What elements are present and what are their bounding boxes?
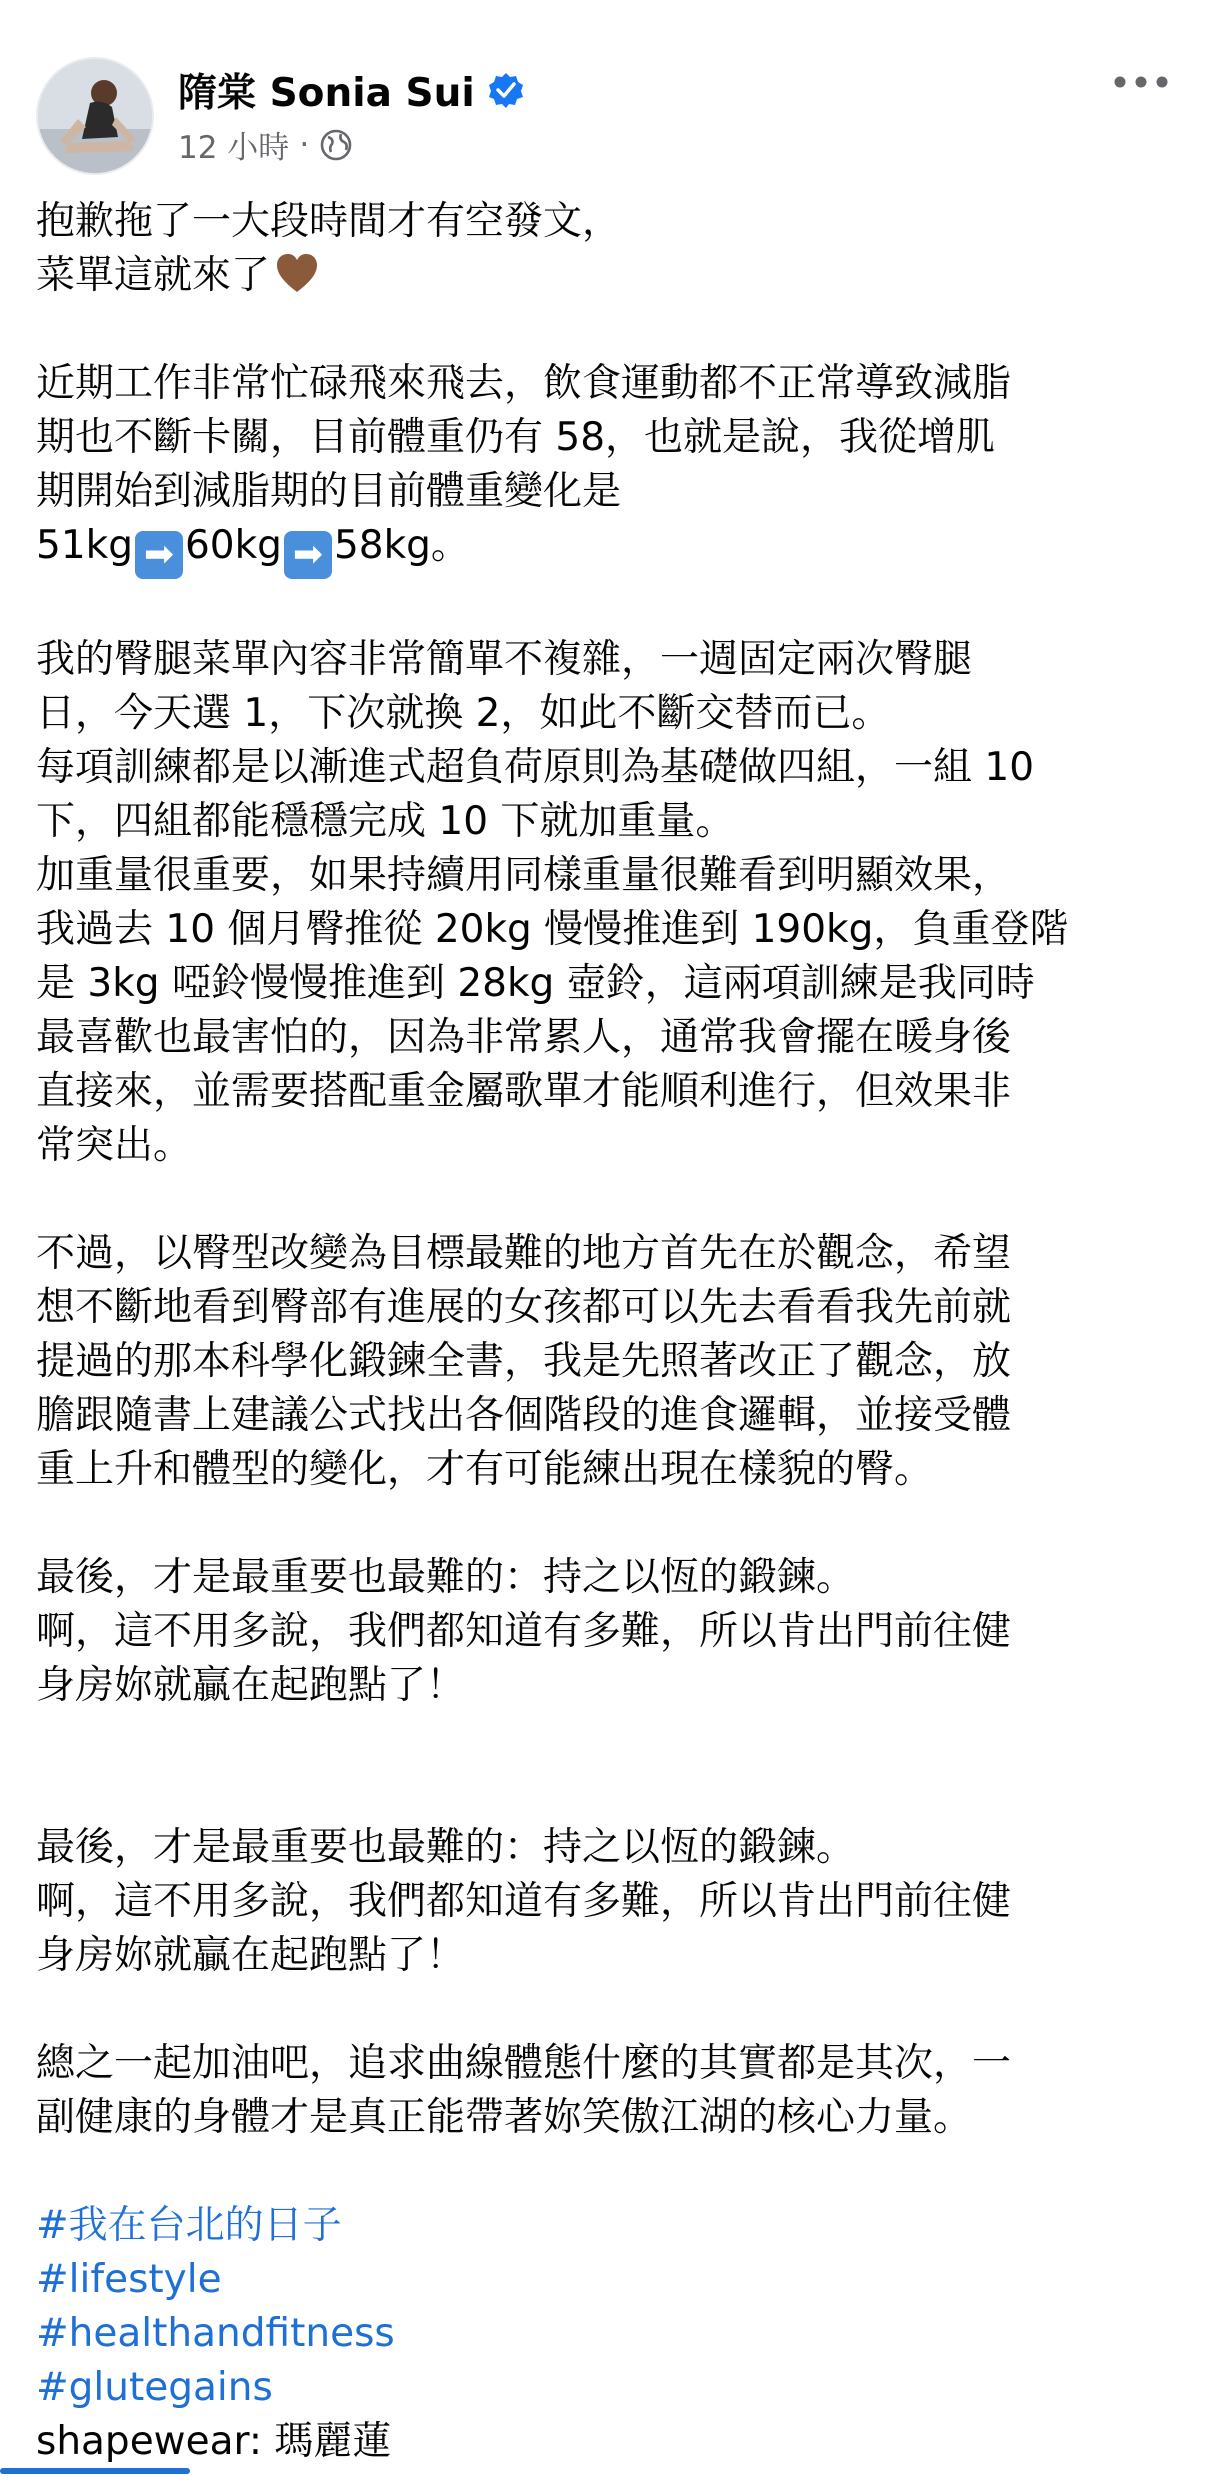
- weight-change-line: [36, 519, 1176, 579]
- text-line: 總之一起加油吧，追求曲線體態什麼的其實都是其次，一: [36, 2041, 1012, 2086]
- text-line: 最後，才是最重要也最難的：持之以恆的鍛鍊。: [36, 1555, 856, 1600]
- text-line: 我的臀腿菜單內容非常簡單不複雜，一週固定兩次臀腿: [36, 637, 973, 682]
- paragraph-7: [36, 2037, 1176, 2145]
- shapewear-credit: shapewear: 瑪麗蓮: [36, 2419, 392, 2464]
- avatar[interactable]: [36, 57, 154, 175]
- text-line: 期也不斷卡關，目前體重仍有 58，也就是說，我從增肌: [36, 415, 996, 460]
- weight-value: 58kg。: [333, 523, 470, 568]
- verified-badge-icon: [487, 71, 525, 109]
- text-line-with-heart: [36, 249, 1176, 303]
- right-arrow-icon: ➡: [284, 531, 332, 579]
- text-line: 想不斷地看到臀部有進展的女孩都可以先去看看我先前就: [36, 1285, 1012, 1330]
- paragraph-1: [36, 195, 1176, 303]
- text-line: 啊，這不用多說，我們都知道有多難，所以肯出門前往健: [36, 1609, 1012, 1654]
- text-line: 副健康的身體才是真正能帶著妳笑傲江湖的核心力量。: [36, 2095, 973, 2140]
- text-line: 日，今天選 1，下次就換 2，如此不斷交替而已。: [36, 691, 891, 736]
- text-line: 我過去 10 個月臀推從 20kg 慢慢推進到 190kg，負重登階: [36, 907, 1069, 952]
- post-meta: [178, 122, 353, 167]
- text-line: 身房妳就贏在起跑點了！: [36, 1933, 466, 1978]
- author-name-text[interactable]: 隋棠 Sonia Sui: [178, 71, 475, 116]
- text-line: 抱歉拖了一大段時間才有空發文，: [36, 199, 622, 244]
- hashtag-list: [36, 2199, 1176, 2469]
- timestamp[interactable]: 12 小時: [178, 130, 290, 166]
- brown-heart-icon: [274, 250, 320, 296]
- hashtag-link[interactable]: #glutegains: [36, 2365, 273, 2410]
- text-line: 重上升和體型的變化，才有可能練出現在樣貌的臀。: [36, 1447, 934, 1492]
- text-line: 提過的那本科學化鍛鍊全書，我是先照著改正了觀念，放: [36, 1339, 1012, 1384]
- weight-value: 51kg: [36, 523, 133, 568]
- more-options-icon[interactable]: [1110, 62, 1172, 102]
- author-name[interactable]: [178, 62, 525, 118]
- paragraph-2: [36, 357, 1176, 579]
- text-line: 膽跟隨書上建議公式找出各個階段的進食邏輯，並接受體: [36, 1393, 1012, 1438]
- text-line: 啊，這不用多說，我們都知道有多難，所以肯出門前往健: [36, 1879, 1012, 1924]
- post-header: [0, 0, 1206, 185]
- text-line: 加重量很重要，如果持續用同樣重量很難看到明顯效果，: [36, 853, 1012, 898]
- paragraph-6: [36, 1821, 1176, 1983]
- text-line: 期開始到減脂期的目前體重變化是: [36, 469, 622, 514]
- hashtag-link[interactable]: #我在台北的日子: [36, 2203, 342, 2248]
- text-line: 每項訓練都是以漸進式超負荷原則為基礎做四組，一組 10: [36, 745, 1035, 790]
- text-line: 直接來，並需要搭配重金屬歌單才能順利進行，但效果非: [36, 1069, 1012, 1114]
- scroll-indicator: [0, 2468, 190, 2474]
- text-line: 下，四組都能穩穩完成 10 下就加重量。: [36, 799, 735, 844]
- globe-icon[interactable]: [319, 128, 353, 162]
- paragraph-4: [36, 1227, 1176, 1497]
- text-line: 常突出。: [36, 1123, 193, 1168]
- hashtag-link[interactable]: #lifestyle: [36, 2257, 222, 2302]
- meta-separator: ·: [299, 126, 310, 163]
- right-arrow-icon: ➡: [135, 531, 183, 579]
- text-line: 最喜歡也最害怕的，因為非常累人，通常我會擺在暖身後: [36, 1015, 1012, 1060]
- text-line: 是 3kg 啞鈴慢慢推進到 28kg 壺鈴，這兩項訓練是我同時: [36, 961, 1035, 1006]
- paragraph-5: [36, 1551, 1176, 1713]
- paragraph-3: [36, 633, 1176, 1173]
- text-line: 菜單這就來了: [36, 253, 271, 298]
- weight-value: 60kg: [184, 523, 282, 568]
- text-line: 最後，才是最重要也最難的：持之以恆的鍛鍊。: [36, 1825, 856, 1870]
- text-line: 近期工作非常忙碌飛來飛去，飲食運動都不正常導致減脂: [36, 361, 1012, 406]
- text-line: 身房妳就贏在起跑點了！: [36, 1663, 466, 1708]
- hashtag-link[interactable]: #healthandfitness: [36, 2311, 395, 2356]
- post-body: [36, 195, 1176, 2469]
- text-line: 不過，以臀型改變為目標最難的地方首先在於觀念，希望: [36, 1231, 1012, 1276]
